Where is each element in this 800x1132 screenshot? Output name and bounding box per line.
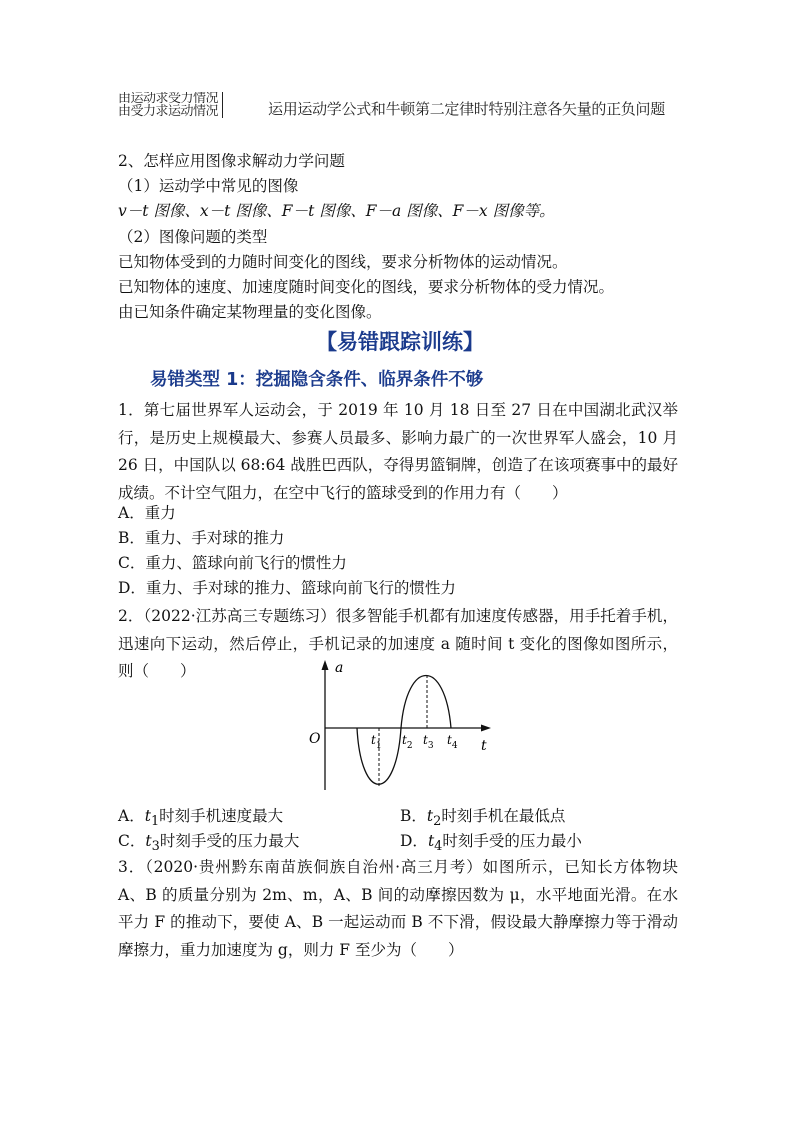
x-axis-arrow-icon	[481, 725, 491, 732]
y-axis-label: a	[335, 660, 344, 676]
tick-t3: $t_3$	[423, 733, 434, 751]
tick-t4: $t_4$	[447, 733, 458, 751]
tick-t1: $t_1$	[371, 733, 382, 751]
q1-option-a: A．重力	[118, 504, 176, 522]
section2-sub2: （2）图像问题的类型	[118, 228, 268, 246]
acceleration-curve	[357, 676, 451, 785]
q1-stem: 1．第七届世界军人运动会，于 2019 年 10 月 18 日至 27 日在中国湖北武汉举行，是历史上规模最大、参赛人员最多、影响力最广的一次世界军人盛会，10 月 26 日，中国队以 68:64 战胜巴西队，夺得男篮铜牌，创造了在该项赛事中的最好成绩。不计空气阻力，在空中飞行的篮球受到的作用力有（ ）	[118, 401, 678, 502]
origin-label: O	[309, 731, 321, 747]
q2-option-a: A．$t_1$时刻手机速度最大	[118, 807, 284, 830]
acceleration-time-graph	[305, 658, 495, 798]
section-heading: 【易错跟踪训练】	[316, 330, 484, 354]
cut-off-left-cell	[118, 92, 223, 118]
cut-left-line-1: 由运动求受力情况	[118, 92, 219, 106]
type-line-1: 已知物体受到的力随时间变化的图线，要求分析物体的运动情况。	[118, 253, 568, 271]
tick-t2: $t_2$	[402, 733, 413, 751]
q2-option-b: B．$t_2$时刻手机在最低点	[400, 807, 566, 830]
q2-option-d: D．$t_4$时刻手受的压力最小	[400, 832, 582, 855]
q2-option-c: C．$t_3$时刻手受的压力最大	[118, 832, 300, 855]
type-line-3: 由已知条件确定某物理量的变化图像。	[118, 303, 382, 321]
q2-stem: 2．（2022·江苏高三专题练习）很多智能手机都有加速度传感器，用手托着手机，迅速向下运动，然后停止，手机记录的加速度 a 随时间 t 变化的图像如图所示，则（ ）	[118, 607, 678, 680]
q1-option-b: B．重力、手对球的推力	[118, 529, 285, 547]
error-type-subheading: 易错类型 1：挖掘隐含条件、临界条件不够	[150, 370, 484, 390]
graph-types-list: v－t 图像、x－t 图像、F－t 图像、F－a 图像、F－x 图像等。	[118, 202, 555, 220]
y-axis-arrow-icon	[322, 660, 329, 670]
x-axis-label: t	[481, 738, 487, 754]
type-line-2: 已知物体的速度、加速度随时间变化的图线，要求分析物体的受力情况。	[118, 278, 615, 296]
cut-left-line-2: 由受力求运动情况	[118, 104, 219, 119]
q1-option-c: C．重力、篮球向前飞行的惯性力	[118, 554, 347, 572]
section2-sub1: （1）运动学中常见的图像	[118, 177, 299, 195]
section2-title: 2、怎样应用图像求解动力学问题	[118, 152, 345, 170]
q1-option-d: D．重力、手对球的推力、篮球向前飞行的惯性力	[118, 579, 456, 597]
q3-stem: 3．（2020·贵州黔东南苗族侗族自治州·高三月考）如图所示，已知长方体物块 A、B 的质量分别为 2m、m，A、B 间的动摩擦因数为 μ，水平地面光滑。在水平力 F 的推动下，要使 A、B 一起运动而 B 不下滑，假设最大静摩擦力等于滑动摩擦力，重力加速度为 g，则力 F 至少为（ ）	[118, 858, 678, 959]
cut-off-right-cell: 运用运动学公式和牛顿第二定律时特别注意各矢量的正负问题	[268, 100, 665, 118]
cut-off-header-row	[118, 92, 758, 122]
